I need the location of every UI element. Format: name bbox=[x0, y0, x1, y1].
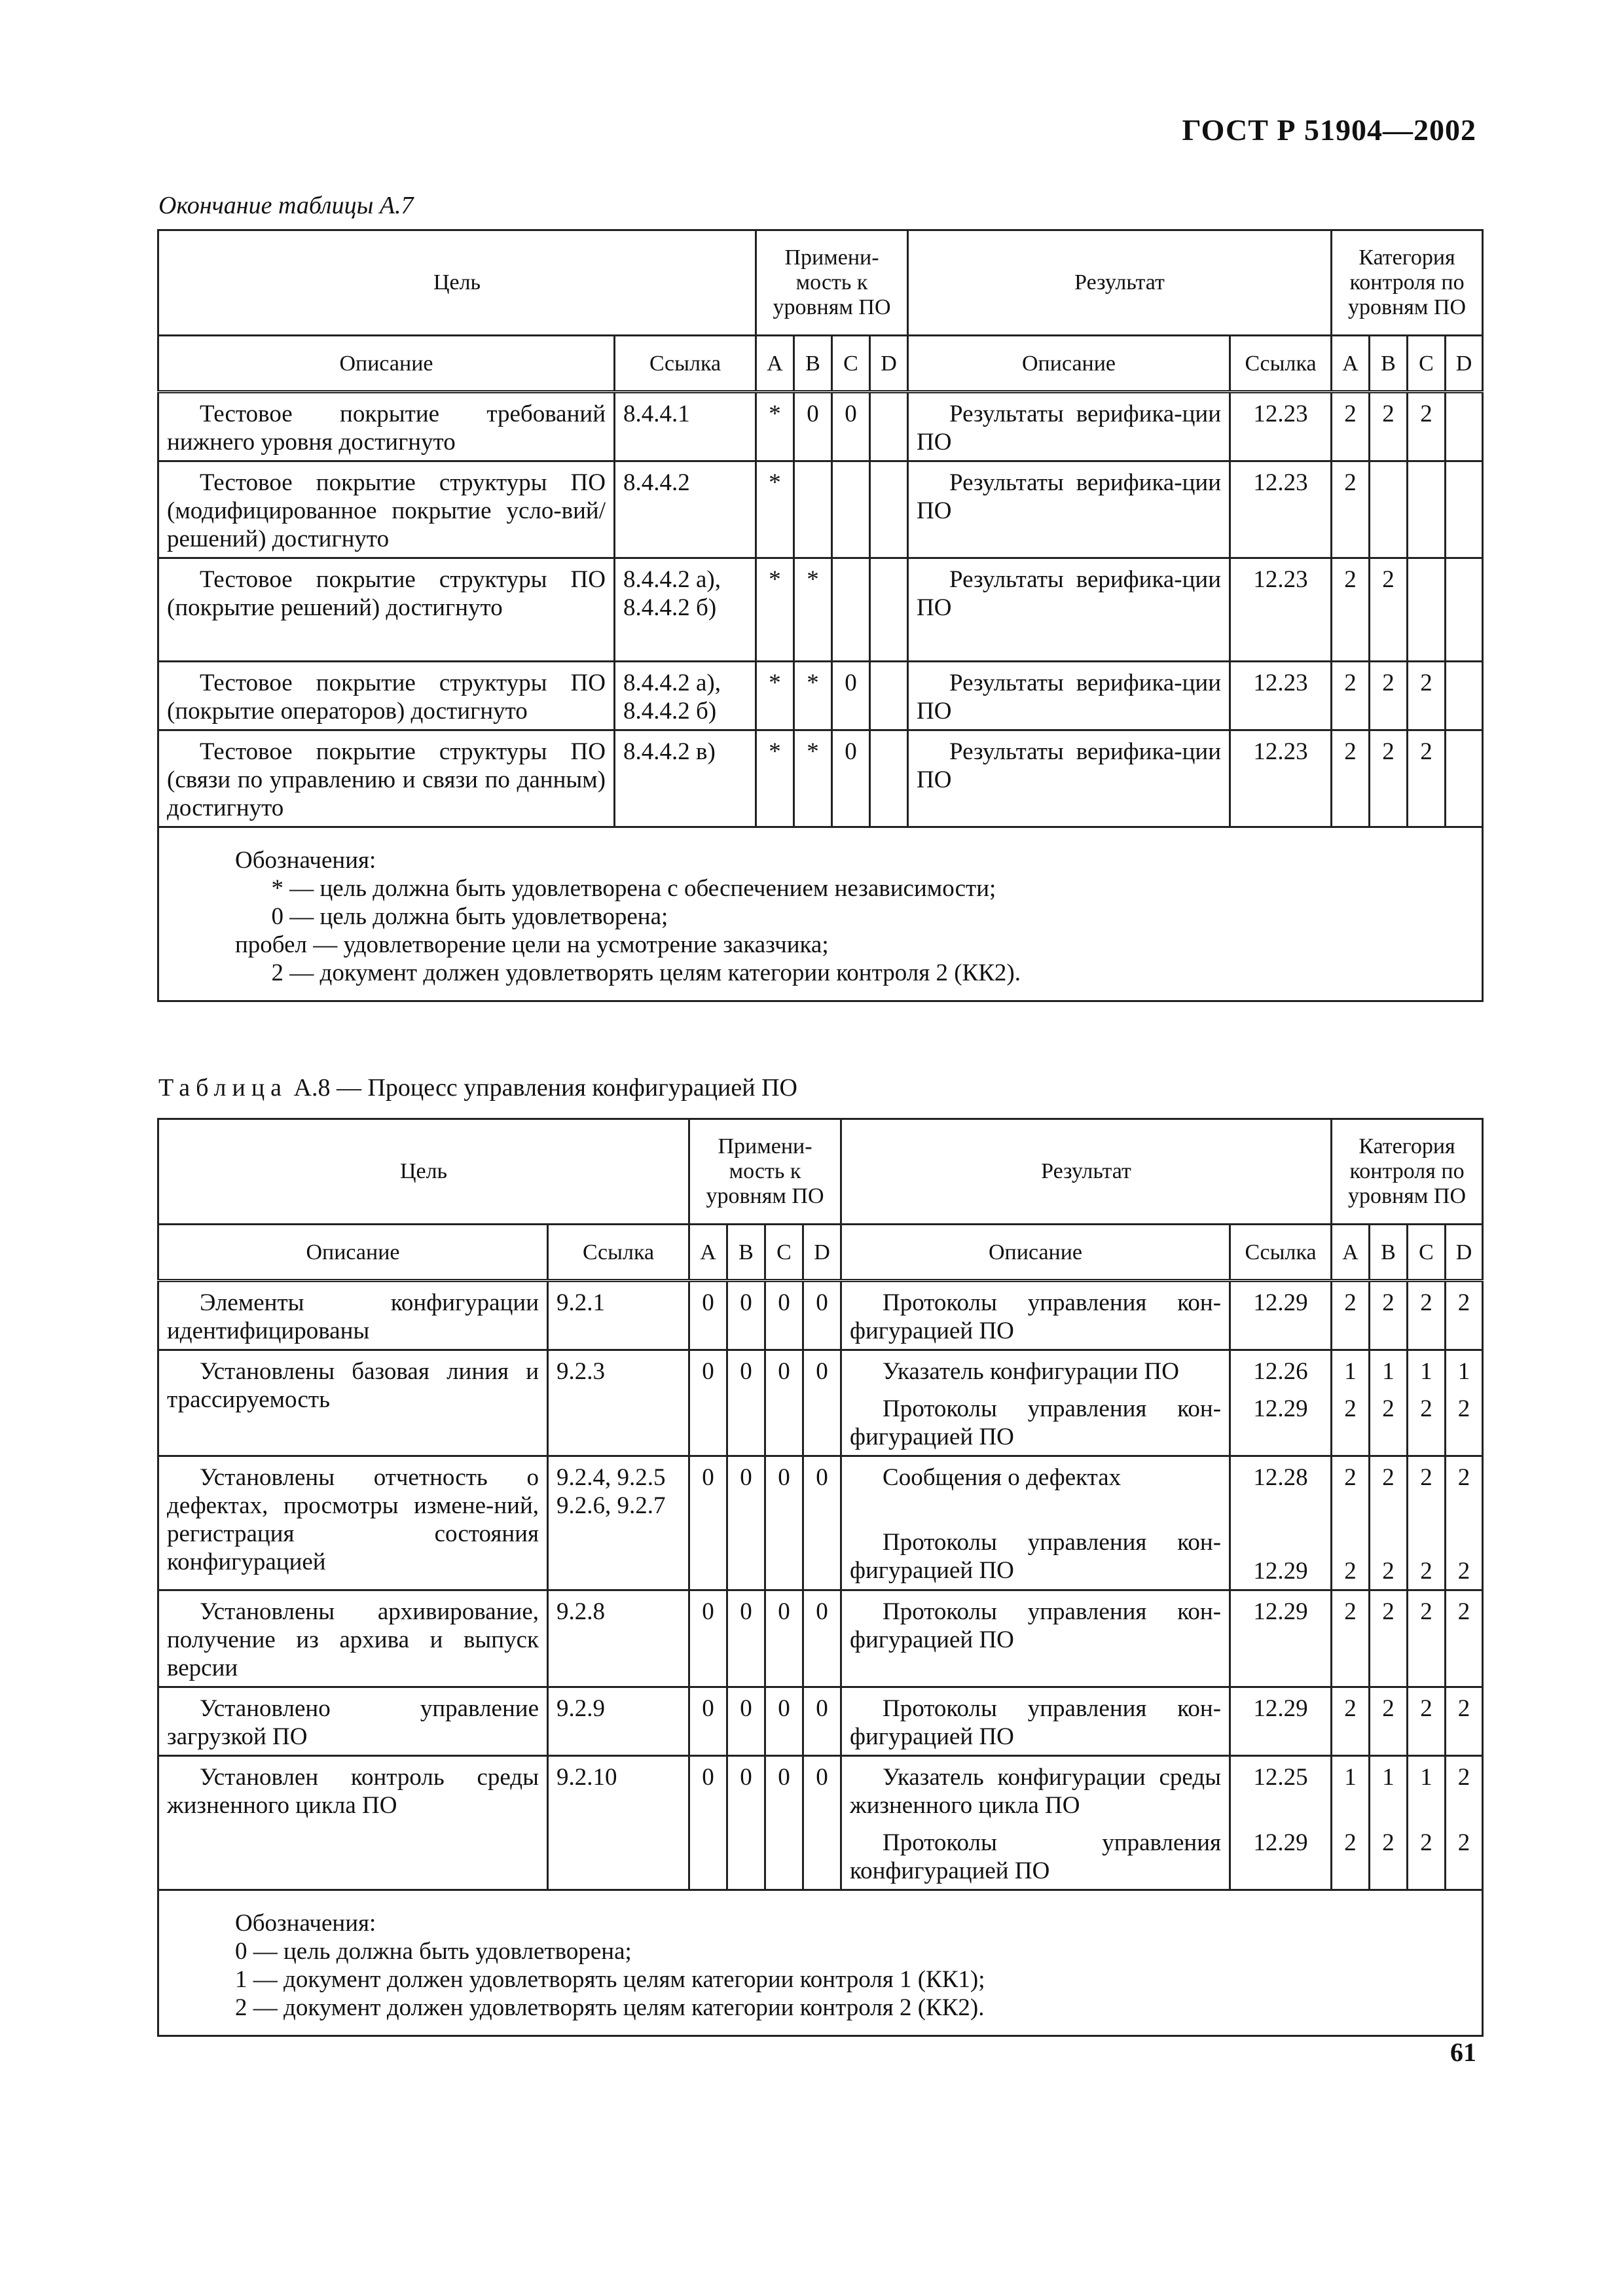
applicability-d: 0 bbox=[803, 1281, 841, 1350]
category-value-b: 2 bbox=[1382, 1598, 1395, 1625]
applicability-c bbox=[832, 461, 870, 558]
goal-reference: 9.2.3 bbox=[548, 1350, 689, 1456]
category-d bbox=[1446, 1756, 1483, 1890]
applicability-d bbox=[870, 662, 908, 730]
category-b bbox=[1370, 461, 1408, 558]
result-reference: 12.23 bbox=[1230, 392, 1332, 461]
applicability-b: 0 bbox=[727, 1756, 765, 1890]
category-value-c: 1 bbox=[1420, 1358, 1432, 1385]
result-description bbox=[908, 730, 1230, 827]
category-a: 2 bbox=[1332, 730, 1370, 827]
goal-reference: 8.4.4.2 а), 8.4.4.2 б) bbox=[615, 662, 756, 730]
goal-reference: 9.2.1 bbox=[548, 1281, 689, 1350]
applicability-c: 0 bbox=[765, 1590, 803, 1687]
applicability-b: * bbox=[794, 730, 832, 827]
level-header-a: A bbox=[756, 336, 794, 392]
category-a bbox=[1332, 1590, 1370, 1687]
level-header-d: D bbox=[803, 1225, 841, 1281]
goal-description bbox=[158, 558, 615, 662]
table-a8-caption bbox=[158, 1073, 797, 1102]
goal-description bbox=[158, 461, 615, 558]
result-description bbox=[841, 1756, 1230, 1890]
category-header: Категория контроля по уровням ПО bbox=[1332, 1119, 1483, 1225]
table-row bbox=[158, 1687, 1483, 1756]
applicability-a: 0 bbox=[689, 1456, 727, 1590]
applicability-b bbox=[794, 461, 832, 558]
applicability-b: 0 bbox=[727, 1350, 765, 1456]
category-b bbox=[1370, 1590, 1408, 1687]
table-a8-caption-text: А.8 — Процесс управления конфигурацией ПО bbox=[293, 1074, 797, 1102]
applicability-a: * bbox=[756, 392, 794, 461]
result-description bbox=[841, 1456, 1230, 1590]
category-value-a: 2 bbox=[1344, 1558, 1357, 1585]
result-description-text: Результаты верифика-ции ПО bbox=[917, 670, 1222, 725]
category-value-d: 2 bbox=[1457, 1558, 1470, 1585]
category-b bbox=[1370, 1456, 1408, 1590]
category-c bbox=[1408, 1687, 1446, 1756]
table-a7-body bbox=[158, 230, 1483, 1001]
reference-header: Ссылка bbox=[548, 1225, 689, 1281]
result-description-text: Результаты верифика-ции ПО bbox=[917, 469, 1222, 524]
category-level-header-b: B bbox=[1370, 336, 1408, 392]
goal-description-text: Тестовое покрытие структуры ПО (покрытие операторов) достигнуто bbox=[167, 670, 606, 725]
category-value-d: 2 bbox=[1457, 1829, 1470, 1856]
result-reference-value: 12.29 bbox=[1253, 1395, 1308, 1422]
category-level-header-d: D bbox=[1446, 336, 1483, 392]
result-description bbox=[841, 1590, 1230, 1687]
applicability-d bbox=[870, 558, 908, 662]
table-row bbox=[158, 392, 1483, 461]
applicability-header: Примени- мость к уровням ПО bbox=[689, 1119, 841, 1225]
table-row bbox=[158, 461, 1483, 558]
applicability-b: * bbox=[794, 558, 832, 662]
applicability-c: 0 bbox=[832, 392, 870, 461]
goal-reference: 8.4.4.2 в) bbox=[615, 730, 756, 827]
result-reference: 12.23 bbox=[1230, 461, 1332, 558]
category-value-d: 2 bbox=[1457, 1289, 1470, 1316]
category-value-a: 1 bbox=[1344, 1358, 1357, 1385]
goal-description-text: Тестовое покрытие структуры ПО (связи по управлению и связи по данным) достигнуто bbox=[167, 738, 606, 821]
category-value-a: 2 bbox=[1344, 1695, 1357, 1722]
category-value-a: 2 bbox=[1344, 1464, 1357, 1491]
category-d bbox=[1446, 558, 1483, 662]
category-a: 2 bbox=[1332, 392, 1370, 461]
category-c bbox=[1408, 1590, 1446, 1687]
category-d bbox=[1446, 1687, 1483, 1756]
result-reference bbox=[1230, 1687, 1332, 1756]
table-a7-caption: Окончание таблицы А.7 bbox=[158, 192, 414, 219]
applicability-a: 0 bbox=[689, 1281, 727, 1350]
category-b: 2 bbox=[1370, 662, 1408, 730]
category-value-d: 2 bbox=[1457, 1464, 1470, 1491]
result-description bbox=[841, 1350, 1230, 1456]
applicability-d: 0 bbox=[803, 1456, 841, 1590]
result-description-text: Сообщения о дефектах bbox=[883, 1464, 1122, 1491]
result-description-text: Протоколы управления кон-фигурацией ПО bbox=[850, 1598, 1222, 1653]
table-row bbox=[158, 558, 1483, 662]
category-a bbox=[1332, 1756, 1370, 1890]
goal-reference: 9.2.8 bbox=[548, 1590, 689, 1687]
result-reference: 12.23 bbox=[1230, 662, 1332, 730]
category-value-c: 2 bbox=[1420, 1695, 1432, 1722]
applicability-c: 0 bbox=[765, 1687, 803, 1756]
applicability-c: 0 bbox=[765, 1756, 803, 1890]
category-value-a: 2 bbox=[1344, 1289, 1357, 1316]
applicability-a: * bbox=[756, 662, 794, 730]
category-value-c: 2 bbox=[1420, 1598, 1432, 1625]
category-value-b: 1 bbox=[1382, 1764, 1395, 1791]
category-d bbox=[1446, 1456, 1483, 1590]
legend-line: 2 — документ должен удовлетворять целям категории контроля 2 (КК2). bbox=[235, 1994, 985, 2021]
legend-line: Обозначения: bbox=[235, 847, 376, 874]
page-number: 61 bbox=[1450, 2037, 1476, 2067]
applicability-d: 0 bbox=[803, 1590, 841, 1687]
applicability-d: 0 bbox=[803, 1687, 841, 1756]
goal-description bbox=[158, 1281, 548, 1350]
applicability-d bbox=[870, 392, 908, 461]
description-header: Описание bbox=[158, 1225, 548, 1281]
result-reference: 12.23 bbox=[1230, 558, 1332, 662]
goal-description bbox=[158, 662, 615, 730]
result-description-text: Результаты верифика-ции ПО bbox=[917, 566, 1222, 621]
category-value-a: 2 bbox=[1344, 1829, 1357, 1856]
standard-header: ГОСТ Р 51904—2002 bbox=[1182, 113, 1476, 147]
category-b: 2 bbox=[1370, 730, 1408, 827]
table-row bbox=[158, 730, 1483, 827]
goal-reference: 8.4.4.1 bbox=[615, 392, 756, 461]
category-b bbox=[1370, 1281, 1408, 1350]
result-reference-value: 12.29 bbox=[1253, 1695, 1308, 1722]
category-c bbox=[1408, 1281, 1446, 1350]
applicability-a: 0 bbox=[689, 1350, 727, 1456]
category-c bbox=[1408, 1456, 1446, 1590]
applicability-c: 0 bbox=[832, 730, 870, 827]
result-reference: 12.23 bbox=[1230, 730, 1332, 827]
result-reference bbox=[1230, 1590, 1332, 1687]
goal-description-text: Установлены архивирование, получение из архива и выпуск версии bbox=[167, 1598, 539, 1681]
result-reference-value: 12.29 bbox=[1253, 1289, 1308, 1316]
category-d bbox=[1446, 461, 1483, 558]
level-header-c: C bbox=[765, 1225, 803, 1281]
goal-header: Цель bbox=[158, 1119, 689, 1225]
category-c bbox=[1408, 461, 1446, 558]
category-a bbox=[1332, 1456, 1370, 1590]
result-description-text: Протоколы управления кон-фигурацией ПО bbox=[850, 1695, 1222, 1750]
legend-line: Обозначения: bbox=[235, 1910, 376, 1937]
applicability-c: 0 bbox=[765, 1281, 803, 1350]
result-reference bbox=[1230, 1456, 1332, 1590]
table-row bbox=[158, 1590, 1483, 1687]
category-value-b: 2 bbox=[1382, 1395, 1395, 1422]
result-description bbox=[908, 461, 1230, 558]
applicability-c bbox=[832, 558, 870, 662]
category-value-b: 2 bbox=[1382, 1695, 1395, 1722]
applicability-d: 0 bbox=[803, 1350, 841, 1456]
result-reference-value: 12.29 bbox=[1253, 1598, 1308, 1625]
result-description bbox=[841, 1281, 1230, 1350]
legend-line: пробел — удовлетворение цели на усмотрение заказчика; bbox=[235, 931, 829, 958]
result-description-text: Указатель конфигурации среды жизненного цикла ПО bbox=[850, 1764, 1222, 1819]
category-a: 2 bbox=[1332, 662, 1370, 730]
category-c bbox=[1408, 1350, 1446, 1456]
result-description-text: Протоколы управления кон-фигурацией ПО bbox=[850, 1529, 1222, 1584]
category-d bbox=[1446, 1590, 1483, 1687]
goal-reference: 8.4.4.2 bbox=[615, 461, 756, 558]
description-header: Описание bbox=[158, 336, 615, 392]
category-level-header-b: B bbox=[1370, 1225, 1408, 1281]
category-d bbox=[1446, 730, 1483, 827]
applicability-d: 0 bbox=[803, 1756, 841, 1890]
goal-description bbox=[158, 1456, 548, 1590]
category-value-b: 2 bbox=[1382, 1464, 1395, 1491]
category-value-b: 2 bbox=[1382, 1829, 1395, 1856]
category-b: 2 bbox=[1370, 392, 1408, 461]
goal-description bbox=[158, 1756, 548, 1890]
legend-line: 1 — документ должен удовлетворять целям категории контроля 1 (КК1); bbox=[235, 1966, 985, 1993]
category-level-header-a: A bbox=[1332, 336, 1370, 392]
category-value-d: 2 bbox=[1457, 1764, 1470, 1791]
applicability-b: * bbox=[794, 662, 832, 730]
category-value-b: 2 bbox=[1382, 1558, 1395, 1585]
category-d bbox=[1446, 392, 1483, 461]
category-value-a: 2 bbox=[1344, 1395, 1357, 1422]
category-a: 2 bbox=[1332, 558, 1370, 662]
result-reference bbox=[1230, 1281, 1332, 1350]
category-value-c: 2 bbox=[1420, 1289, 1432, 1316]
goal-reference: 8.4.4.2 а), 8.4.4.2 б) bbox=[615, 558, 756, 662]
applicability-a: 0 bbox=[689, 1687, 727, 1756]
category-d bbox=[1446, 1350, 1483, 1456]
table-a7 bbox=[157, 229, 1484, 1002]
level-header-a: A bbox=[689, 1225, 727, 1281]
category-c bbox=[1408, 1756, 1446, 1890]
category-value-a: 2 bbox=[1344, 1598, 1357, 1625]
applicability-b: 0 bbox=[794, 392, 832, 461]
level-header-b: B bbox=[727, 1225, 765, 1281]
goal-reference: 9.2.10 bbox=[548, 1756, 689, 1890]
goal-description bbox=[158, 1350, 548, 1456]
category-level-header-d: D bbox=[1446, 1225, 1483, 1281]
category-b bbox=[1370, 1756, 1408, 1890]
goal-description-text: Элементы конфигурации идентифицированы bbox=[167, 1289, 539, 1344]
goal-description-text: Тестовое покрытие структуры ПО (покрытие решений) достигнуто bbox=[167, 566, 606, 621]
goal-reference: 9.2.9 bbox=[548, 1687, 689, 1756]
applicability-b: 0 bbox=[727, 1456, 765, 1590]
result-description bbox=[908, 558, 1230, 662]
category-value-d: 2 bbox=[1457, 1598, 1470, 1625]
result-description-text: Протоколы управления конфигурацией ПО bbox=[850, 1829, 1222, 1884]
result-header: Результат bbox=[908, 230, 1332, 336]
table-row bbox=[158, 1350, 1483, 1456]
applicability-header: Примени- мость к уровням ПО bbox=[756, 230, 908, 336]
result-description bbox=[908, 392, 1230, 461]
applicability-a: * bbox=[756, 461, 794, 558]
goal-description-text: Установлен контроль среды жизненного цикла ПО bbox=[167, 1764, 539, 1819]
level-header-d: D bbox=[870, 336, 908, 392]
category-value-c: 2 bbox=[1420, 1395, 1432, 1422]
applicability-c: 0 bbox=[765, 1350, 803, 1456]
result-reference-value: 12.29 bbox=[1253, 1558, 1308, 1585]
category-value-c: 2 bbox=[1420, 1829, 1432, 1856]
category-b bbox=[1370, 1350, 1408, 1456]
level-header-c: C bbox=[832, 336, 870, 392]
category-level-header-a: A bbox=[1332, 1225, 1370, 1281]
legend-notes bbox=[158, 1890, 1483, 2036]
result-reference-value: 12.29 bbox=[1253, 1829, 1308, 1856]
result-reference-value: 12.25 bbox=[1253, 1764, 1308, 1791]
category-d bbox=[1446, 662, 1483, 730]
category-value-d: 2 bbox=[1457, 1395, 1470, 1422]
result-reference-header: Ссылка bbox=[1230, 336, 1332, 392]
category-b bbox=[1370, 1687, 1408, 1756]
goal-description bbox=[158, 730, 615, 827]
legend-line: 0 — цель должна быть удовлетворена; bbox=[235, 903, 668, 930]
table-a8 bbox=[157, 1118, 1484, 2037]
goal-description bbox=[158, 1590, 548, 1687]
applicability-c: 0 bbox=[832, 662, 870, 730]
category-value-b: 1 bbox=[1382, 1358, 1395, 1385]
goal-description-text: Установлены базовая линия и трассируемость bbox=[167, 1358, 539, 1413]
result-reference-value: 12.26 bbox=[1253, 1358, 1308, 1385]
category-header: Категория контроля по уровням ПО bbox=[1332, 230, 1483, 336]
result-description bbox=[841, 1687, 1230, 1756]
category-value-c: 1 bbox=[1420, 1764, 1432, 1791]
goal-description-text: Установлены отчетность о дефектах, просмотры измене-ний, регистрация состояния конфигурацией bbox=[167, 1464, 539, 1575]
applicability-d bbox=[870, 730, 908, 827]
category-a bbox=[1332, 1687, 1370, 1756]
applicability-a: 0 bbox=[689, 1756, 727, 1890]
applicability-b: 0 bbox=[727, 1687, 765, 1756]
category-value-d: 1 bbox=[1457, 1358, 1470, 1385]
applicability-b: 0 bbox=[727, 1590, 765, 1687]
result-reference bbox=[1230, 1756, 1332, 1890]
result-reference-value: 12.28 bbox=[1253, 1464, 1308, 1491]
table-row bbox=[158, 1456, 1483, 1590]
result-reference bbox=[1230, 1350, 1332, 1456]
category-b: 2 bbox=[1370, 558, 1408, 662]
table-row bbox=[158, 1756, 1483, 1890]
result-description-header: Описание bbox=[841, 1225, 1230, 1281]
category-a: 2 bbox=[1332, 461, 1370, 558]
legend-line: 0 — цель должна быть удовлетворена; bbox=[235, 1938, 632, 1965]
category-c: 2 bbox=[1408, 730, 1446, 827]
result-header: Результат bbox=[841, 1119, 1332, 1225]
result-description-text: Протоколы управления кон-фигурацией ПО bbox=[850, 1395, 1222, 1450]
applicability-a: * bbox=[756, 730, 794, 827]
category-d bbox=[1446, 1281, 1483, 1350]
result-description-text: Результаты верифика-ции ПО bbox=[917, 738, 1222, 793]
category-value-c: 2 bbox=[1420, 1558, 1432, 1585]
table-a8-caption-label: Таблица bbox=[158, 1074, 288, 1102]
table-row bbox=[158, 1281, 1483, 1350]
legend-line: * — цель должна быть удовлетворена с обеспечением независимости; bbox=[235, 875, 996, 902]
goal-description bbox=[158, 392, 615, 461]
level-header-b: B bbox=[794, 336, 832, 392]
result-description-text: Результаты верифика-ции ПО bbox=[917, 401, 1222, 456]
category-value-c: 2 bbox=[1420, 1464, 1432, 1491]
applicability-c: 0 bbox=[765, 1456, 803, 1590]
applicability-b: 0 bbox=[727, 1281, 765, 1350]
goal-reference: 9.2.4, 9.2.5 9.2.6, 9.2.7 bbox=[548, 1456, 689, 1590]
applicability-a: * bbox=[756, 558, 794, 662]
goal-header: Цель bbox=[158, 230, 756, 336]
legend-line: 2 — документ должен удовлетворять целям категории контроля 2 (КК2). bbox=[235, 960, 1021, 986]
goal-description-text: Тестовое покрытие структуры ПО (модифицированное покрытие усло-вий/решений) достигнуто bbox=[167, 469, 606, 552]
result-description-text: Указатель конфигурации ПО bbox=[883, 1358, 1179, 1385]
table-row bbox=[158, 662, 1483, 730]
goal-description-text: Установлено управление загрузкой ПО bbox=[167, 1695, 539, 1750]
category-a bbox=[1332, 1350, 1370, 1456]
category-level-header-c: C bbox=[1408, 336, 1446, 392]
result-reference-header: Ссылка bbox=[1230, 1225, 1332, 1281]
result-description-text: Протоколы управления кон-фигурацией ПО bbox=[850, 1289, 1222, 1344]
goal-description-text: Тестовое покрытие требований нижнего уровня достигнуто bbox=[167, 401, 606, 456]
category-c bbox=[1408, 558, 1446, 662]
goal-description bbox=[158, 1687, 548, 1756]
category-value-d: 2 bbox=[1457, 1695, 1470, 1722]
category-a bbox=[1332, 1281, 1370, 1350]
category-c: 2 bbox=[1408, 662, 1446, 730]
result-description bbox=[908, 662, 1230, 730]
applicability-d bbox=[870, 461, 908, 558]
reference-header: Ссылка bbox=[615, 336, 756, 392]
category-value-a: 1 bbox=[1344, 1764, 1357, 1791]
applicability-a: 0 bbox=[689, 1590, 727, 1687]
category-value-b: 2 bbox=[1382, 1289, 1395, 1316]
category-level-header-c: C bbox=[1408, 1225, 1446, 1281]
table-a8-body bbox=[158, 1119, 1483, 2036]
legend-notes bbox=[158, 827, 1483, 1001]
category-c: 2 bbox=[1408, 392, 1446, 461]
result-description-header: Описание bbox=[908, 336, 1230, 392]
